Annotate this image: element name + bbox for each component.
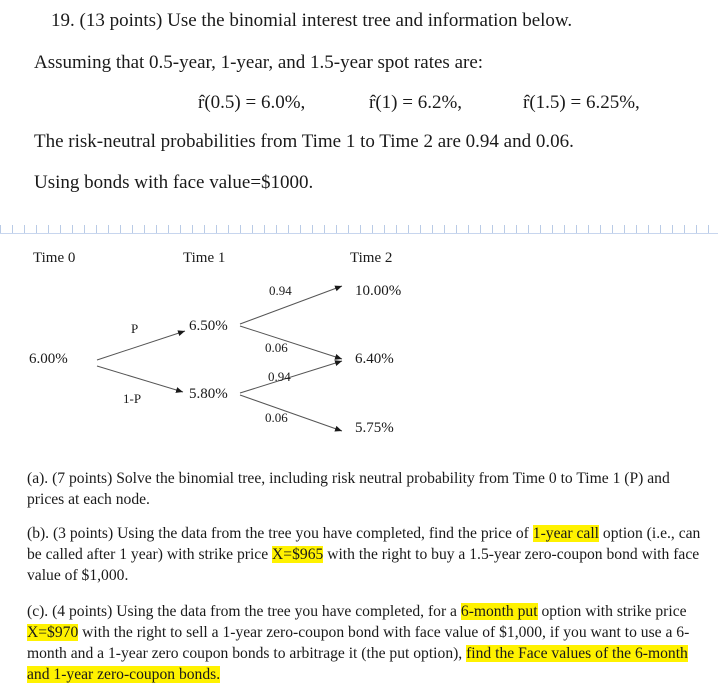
part-a: (a). (7 points) Solve the binomial tree, including risk neutral probability from Time 0 to Time 1 (P) and prices at each node. bbox=[27, 470, 670, 508]
face-value-line: Using bonds with face value=$1000. bbox=[34, 172, 314, 193]
part-b-text-3: with the right to buy a 1.5-year zero-coupon bond with face value of $1,000. bbox=[27, 546, 700, 584]
node-t0-rate: 6.00% bbox=[29, 351, 68, 367]
time-0-label: Time 0 bbox=[33, 250, 76, 266]
branch-up-t0 bbox=[97, 331, 185, 360]
branch-label-up: P bbox=[131, 321, 139, 336]
part-b-highlight-1: 1-year call bbox=[532, 525, 600, 542]
node-t1-up-rate: 6.50% bbox=[189, 318, 228, 334]
risk-neutral-probabilities-line: The risk-neutral probabilities from Time 1 to Time 2 are 0.94 and 0.06. bbox=[34, 131, 574, 152]
time-1-label: Time 1 bbox=[183, 250, 226, 266]
part-c-text-3: with the right to sell a 1-year zero-coupon bond with face value of $1,000, if you want to use a 6-month and a 1-year zero coupon bonds to arbitrage it (the put option), bbox=[27, 624, 690, 662]
prob-down-up: 0.94 bbox=[268, 369, 291, 384]
node-t2-bottom-rate: 5.75% bbox=[355, 420, 394, 436]
branch-label-down: 1-P bbox=[123, 391, 142, 406]
branch-down-up bbox=[240, 361, 342, 393]
spot-rate-one-year: r̂(1) = 6.2%, bbox=[369, 92, 463, 113]
prob-down-down: 0.06 bbox=[265, 410, 288, 425]
branch-down-down bbox=[240, 395, 342, 431]
part-c-text-1: (c). (4 points) Using the data from the tree you have completed, for a bbox=[27, 603, 461, 620]
part-b-highlight-2: X=$965 bbox=[272, 546, 324, 563]
branch-up-down bbox=[240, 326, 342, 359]
part-c-highlight-1: 6-month put bbox=[460, 603, 538, 620]
part-c-highlight-2: X=$970 bbox=[27, 624, 79, 641]
part-b bbox=[27, 523, 707, 586]
question-header: 19. (13 points) Use the binomial interest tree and information below. bbox=[51, 10, 573, 31]
prob-up-down: 0.06 bbox=[265, 340, 288, 355]
spot-rate-one-half-year: r̂(1.5) = 6.25%, bbox=[523, 92, 640, 113]
spot-rate-half-year: r̂(0.5) = 6.0%, bbox=[198, 92, 306, 113]
part-b-text-1: (b). (3 points) Using the data from the tree you have completed, find the price of bbox=[27, 525, 533, 542]
part-c bbox=[27, 601, 707, 685]
node-t2-mid-rate: 6.40% bbox=[355, 351, 394, 367]
part-c-text-2: option with strike price bbox=[537, 603, 687, 620]
branch-down-t0 bbox=[97, 366, 183, 392]
time-2-label: Time 2 bbox=[350, 250, 393, 266]
node-t2-top-rate: 10.00% bbox=[355, 283, 402, 299]
part-b-text-2: option (i.e., can be called after 1 year) with strike price bbox=[27, 525, 701, 563]
part-c-highlight-3: find the Face values of the 6-month and 1-year zero-coupon bonds. bbox=[27, 645, 688, 683]
node-t1-down-rate: 5.80% bbox=[189, 386, 228, 402]
spot-rate-intro: Assuming that 0.5-year, 1-year, and 1.5-year spot rates are: bbox=[34, 52, 484, 73]
prob-up-up: 0.94 bbox=[269, 283, 292, 298]
